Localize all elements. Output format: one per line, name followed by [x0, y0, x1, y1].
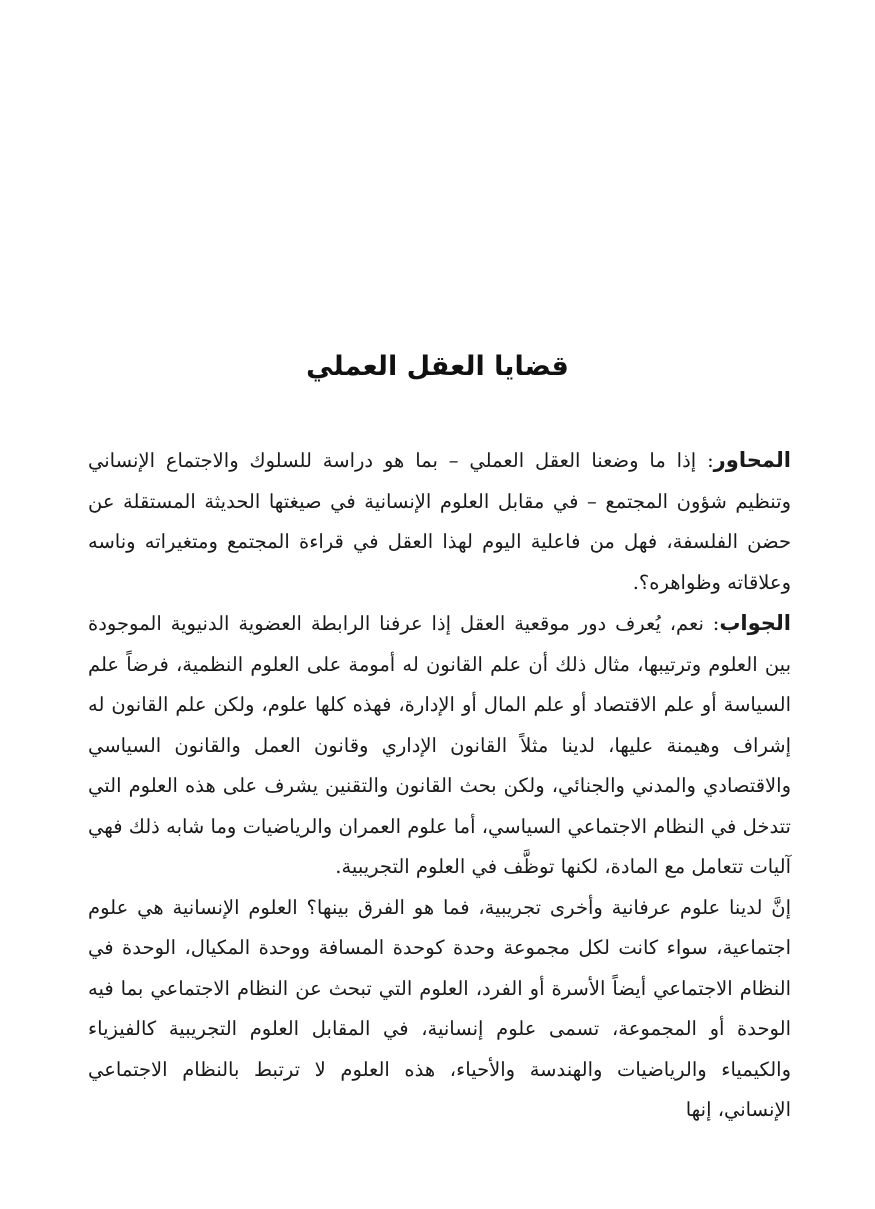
paragraph-interviewer	[88, 440, 791, 603]
paragraph-text: إنَّ لدينا علوم عرفانية وأخرى تجريبية، فما هو الفرق بينها؟ العلوم الإنسانية هي علوم اجتماعية، سواء كانت لكل مجموعة وحدة كوحدة المسافة ووحدة المكيال، الوحدة في النظام الاجتماعي أيضاً الأسرة أو الفرد، العلوم التي تبحث عن النظام الاجتماعي بما فيه الوحدة أو المجموعة، تسمى علوم إنسانية، في المقابل العلوم التجريبية كالفيزياء والكيمياء والرياضيات والهندسة والأحياء، هذه العلوم لا ترتبط بالنظام الاجتماعي الإنساني، إنها	[88, 895, 791, 1121]
paragraph-text: : نعم، يُعرف دور موقعية العقل إذا عرفنا الرابطة العضوية الدنيوية الموجودة بين العلوم وترتيبها، مثال ذلك أن علم القانون له أمومة على العلوم النظمية، فرضاً علم السياسة أو علم الاقتصاد أو علم المال أو الإدارة، فهذه كلها علوم، ولكن علم القانون له إشراف وهيمنة عليها، لدينا مثلاً القانون الإداري وقانون العمل والقانون السياسي والاقتصادي والمدني والجنائي، ولكن بحث القانون والتقنين يشرف على هذه العلوم التي تتدخل في النظام الاجتماعي السياسي، أما علوم العمران والرياضيات وما شابه ذلك فهي آليات تتعامل مع المادة، لكنها توظَّف في العلوم التجريبية.	[88, 612, 791, 878]
speaker-label-answer: الجواب	[719, 611, 791, 635]
speaker-label-interviewer: المحاور	[713, 448, 791, 472]
body-text	[88, 440, 791, 1131]
paragraph-text: : إذا ما وضعنا العقل العملي – بما هو دراسة للسلوك والاجتماع الإنساني وتنظيم شؤون المجتمع – في مقابل العلوم الإنسانية في صيغتها الحديثة المستقلة عن حضن الفلسفة، فهل من فاعلية اليوم لهذا العقل في قراءة المجتمع ومتغيراته وناسه وعلاقاته وظواهره؟.	[88, 449, 791, 594]
paragraph-answer	[88, 603, 791, 888]
chapter-title: قضايا العقل العملي	[306, 351, 569, 382]
paragraph-continuation	[88, 888, 791, 1131]
